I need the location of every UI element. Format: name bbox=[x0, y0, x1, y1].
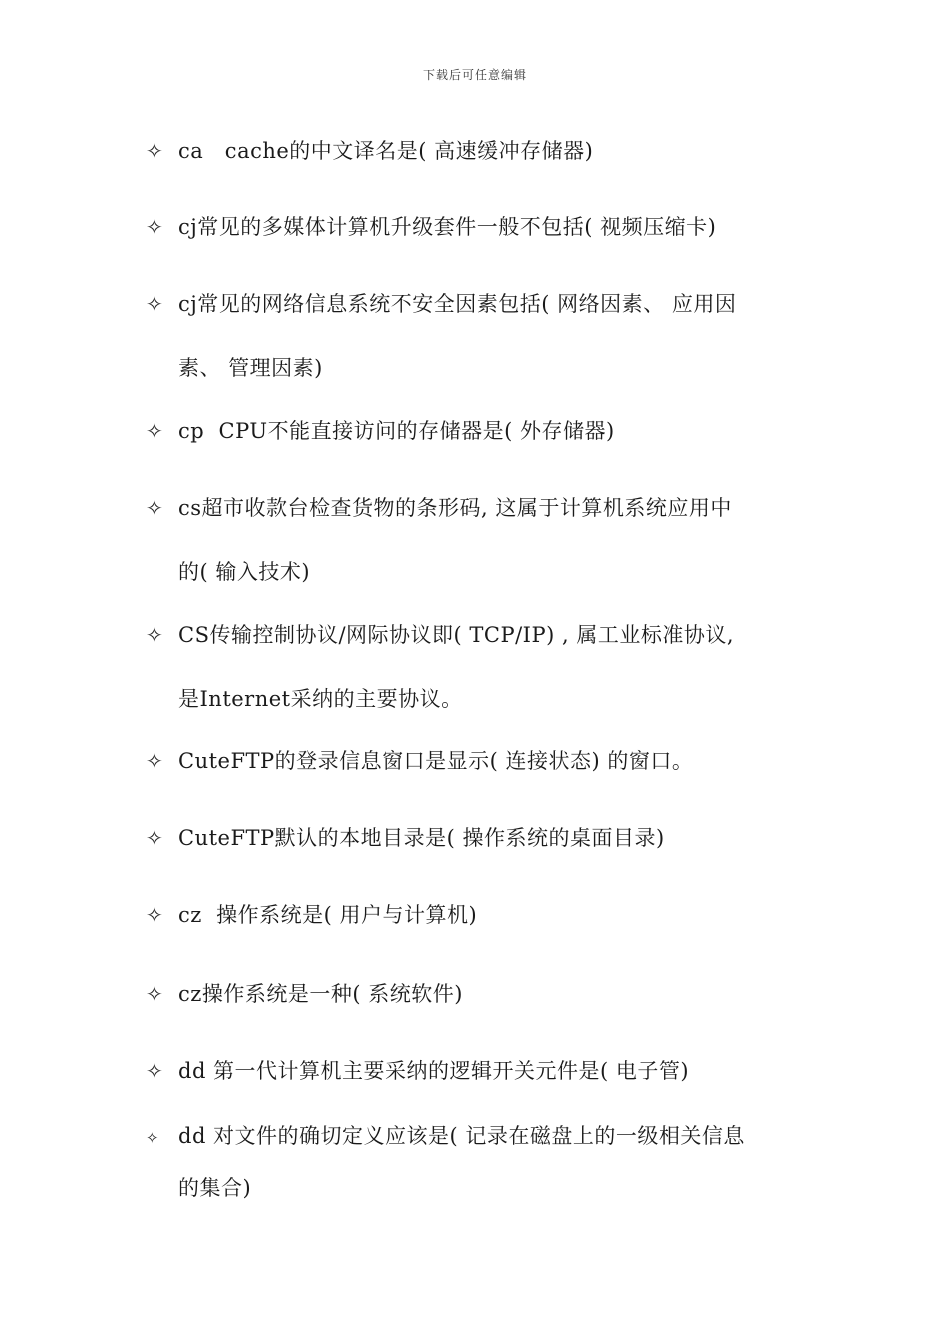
item-text: CS传输控制协议/网际协议即( TCP/IP) , 属工业标准协议, bbox=[178, 623, 734, 647]
item-text: dd 对文件的确切定义应该是( 记录在磁盘上的一级相关信息 bbox=[178, 1124, 745, 1148]
star-bullet-icon: ✧ bbox=[146, 749, 163, 773]
star-bullet-icon: ✧ bbox=[146, 623, 163, 647]
item-text: cz操作系统是一种( 系统软件) bbox=[178, 982, 463, 1006]
item-text-continuation: 素、 管理因素) bbox=[178, 356, 323, 380]
item-text-continuation: 的( 输入技术) bbox=[178, 560, 311, 584]
star-bullet-icon: ✧ bbox=[146, 826, 163, 850]
item-text: cj常见的网络信息系统不安全因素包括( 网络因素、 应用因 bbox=[178, 292, 737, 316]
star-bullet-icon: ✧ bbox=[146, 982, 163, 1006]
item-text-continuation: 的集合) bbox=[178, 1176, 252, 1200]
item-text: cs超市收款台检查货物的条形码, 这属于计算机系统应用中 bbox=[178, 496, 732, 520]
item-text: CuteFTP的登录信息窗口是显示( 连接状态) 的窗口。 bbox=[178, 749, 694, 773]
star-bullet-icon: ✧ bbox=[146, 1059, 163, 1083]
page-header: 下载后可任意编辑 bbox=[422, 68, 527, 82]
star-bullet-icon: ✧ bbox=[146, 496, 163, 520]
star-bullet-icon: ✧ bbox=[146, 419, 163, 443]
star-bullet-icon: ✧ bbox=[146, 139, 163, 163]
item-text: ca cache的中文译名是( 高速缓冲存储器) bbox=[178, 139, 594, 163]
star-bullet-icon: ✧ bbox=[146, 292, 163, 316]
star-bullet-icon: ✧ bbox=[146, 903, 163, 927]
item-text: cz 操作系统是( 用户与计算机) bbox=[178, 903, 478, 927]
star-bullet-icon: ✧ bbox=[146, 215, 163, 239]
item-text: CuteFTP默认的本地目录是( 操作系统的桌面目录) bbox=[178, 826, 665, 850]
star-bullet-icon: ✧ bbox=[146, 1129, 159, 1147]
item-text-continuation: 是Internet采纳的主要协议。 bbox=[178, 687, 463, 711]
item-text: dd 第一代计算机主要采纳的逻辑开关元件是( 电子管) bbox=[178, 1059, 690, 1083]
item-text: cp CPU不能直接访问的存储器是( 外存储器) bbox=[178, 419, 615, 443]
item-text: cj常见的多媒体计算机升级套件一般不包括( 视频压缩卡) bbox=[178, 215, 717, 239]
